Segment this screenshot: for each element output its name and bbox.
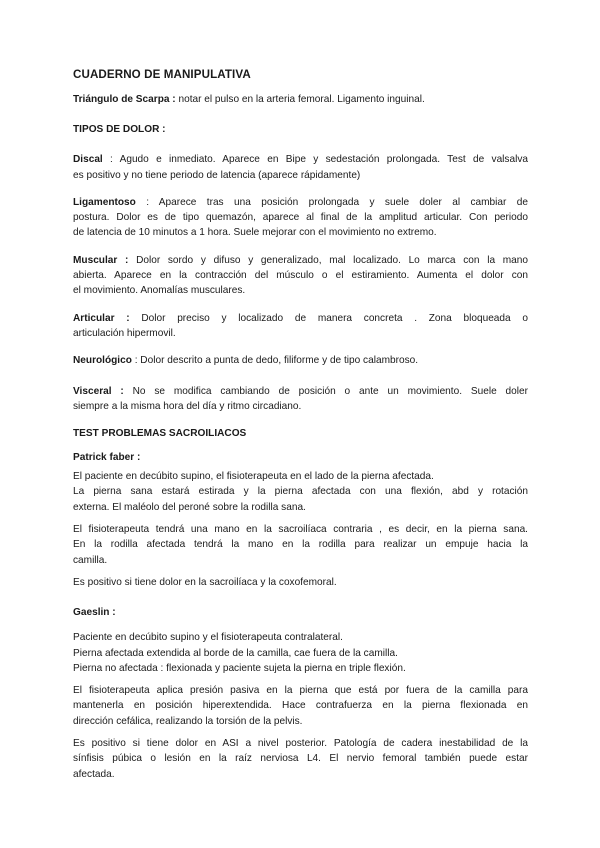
dolor-discal-line-1: Discal : Agudo e inmediato. Aparece en Bipe y sedestación prolongada. Test de valsalva xyxy=(73,154,528,166)
gaeslin-p1-line-1: Paciente en decúbito supino y el fisioterapeuta contralateral. xyxy=(73,632,343,644)
dolor-muscular-line-2: abierta. Aparece en la contracción del músculo o el estiramiento. Aumenta el dolor con xyxy=(73,270,528,282)
scarpa-paragraph xyxy=(73,92,528,107)
dolor-visceral xyxy=(73,384,528,415)
dolor-articular-line-1: Articular : Dolor preciso y localizado de manera concreta . Zona bloqueada o xyxy=(73,312,528,324)
gaeslin-p1-line-3: Pierna no afectada : flexionada y paciente sujeta la pierna en triple flexión. xyxy=(73,662,406,674)
dolor-muscular-line-1: Muscular : Dolor sordo y difuso y generalizado, mal localizado. Lo marca con la mano xyxy=(73,254,528,266)
gaeslin-p1-line-2: Pierna afectada extendida al borde de la camilla, cae fuera de la camilla. xyxy=(73,647,398,659)
dolor-ligamentoso-line-1: Ligamentoso : Aparece tras una posición prolongada y suele doler al cambiar de xyxy=(73,196,528,208)
dolor-articular-line-2: articulación hipermovil. xyxy=(73,327,176,339)
patrick-p2-line-3: camilla. xyxy=(73,554,108,566)
patrick-heading: Patrick faber : xyxy=(73,452,141,464)
dolor-discal-term: Discal xyxy=(73,154,103,166)
dolor-neurologico-line-1: Neurológico : Dolor descrito a punta de dedo, filiforme y de tipo calambroso. xyxy=(73,355,419,367)
dolor-discal-line-2: es positivo y no tiene periodo de latencia (aparece rápidamente) xyxy=(73,169,361,181)
patrick-p2 xyxy=(73,522,528,568)
dolor-articular-term: Articular : xyxy=(73,312,130,324)
gaeslin-p2-line-2: mantenerla en posición hiperextendida. Hace contrafuerza en la pierna flexionada en xyxy=(73,700,528,712)
document-page xyxy=(73,68,528,782)
document-title: CUADERNO DE MANIPULATIVA xyxy=(73,68,251,81)
gaeslin-p2-line-3: dirección cefálica, realizando la torsión de la pelvis. xyxy=(73,715,303,727)
gaeslin-p3-line-1: Es positivo si tiene dolor en ASI a nivel posterior. Patología de cadera inestabilidad de la xyxy=(73,738,528,750)
patrick-p2-line-2: En la rodilla afectada tendrá la mano en la rodilla para realizar un empuje hacia la xyxy=(73,539,528,551)
scarpa-text: notar el pulso en la arteria femoral. Ligamento inguinal. xyxy=(175,94,425,105)
dolor-discal xyxy=(73,152,528,183)
dolor-neurologico-term: Neurológico xyxy=(73,355,132,367)
dolor-neurologico xyxy=(73,353,528,368)
dolor-visceral-line-1: Visceral : No se modifica cambiando de posición o ante un movimiento. Suele doler xyxy=(73,385,528,397)
scarpa-term: Triángulo de Scarpa : xyxy=(73,94,176,105)
tipos-dolor-heading: TIPOS DE DOLOR : xyxy=(73,124,166,136)
gaeslin-p3-line-2: sínfisis púbica o lesión en la raíz nerviosa L4. El nervio femoral también puede estar xyxy=(73,753,528,765)
patrick-p3-line-1: Es positivo si tiene dolor en la sacroilíaca y la coxofemoral. xyxy=(73,576,337,588)
patrick-p1-line-2: La pierna sana estará estirada y la pierna afectada con una flexión, abd y rotación xyxy=(73,486,528,498)
patrick-p1-line-3: externa. El maléolo del peroné sobre la rodilla sana. xyxy=(73,501,306,513)
test-sacroiliacos-heading: TEST PROBLEMAS SACROILIACOS xyxy=(73,428,247,440)
dolor-ligamentoso xyxy=(73,195,528,241)
dolor-visceral-term: Visceral : xyxy=(73,385,124,397)
gaeslin-p2-line-1: El fisioterapeuta aplica presión pasiva en la pierna que está por fuera de la camilla para xyxy=(73,685,528,697)
dolor-muscular-line-3: el movimiento. Anomalías musculares. xyxy=(73,285,246,297)
patrick-p1 xyxy=(73,469,528,515)
patrick-p1-line-1: El paciente en decúbito supino, el fisioterapeuta en el lado de la pierna afectada. xyxy=(73,471,434,483)
gaeslin-p3-line-3: afectada. xyxy=(73,768,115,780)
gaeslin-heading: Gaeslin : xyxy=(73,607,116,619)
dolor-muscular-term: Muscular : xyxy=(73,254,129,266)
gaeslin-p1 xyxy=(73,630,528,676)
dolor-articular xyxy=(73,311,528,342)
patrick-p3 xyxy=(73,575,528,590)
dolor-ligamentoso-line-2: postura. Dolor es de tipo quemazón, aparece al final de la amplitud articular. Con periodo xyxy=(73,212,528,224)
patrick-p2-line-1: El fisioterapeuta tendrá una mano en la sacroilíaca contraria , es decir, en la pierna sana. xyxy=(73,524,528,536)
gaeslin-p2 xyxy=(73,683,528,729)
gaeslin-p3 xyxy=(73,736,528,782)
dolor-muscular xyxy=(73,253,528,299)
dolor-ligamentoso-line-3: de latencia de 10 minutos a 1 hora. Suele mejorar con el movimiento no extremo. xyxy=(73,227,437,239)
dolor-ligamentoso-term: Ligamentoso xyxy=(73,196,136,208)
dolor-visceral-line-2: siempre a la misma hora del día y ritmo circadiano. xyxy=(73,400,302,412)
